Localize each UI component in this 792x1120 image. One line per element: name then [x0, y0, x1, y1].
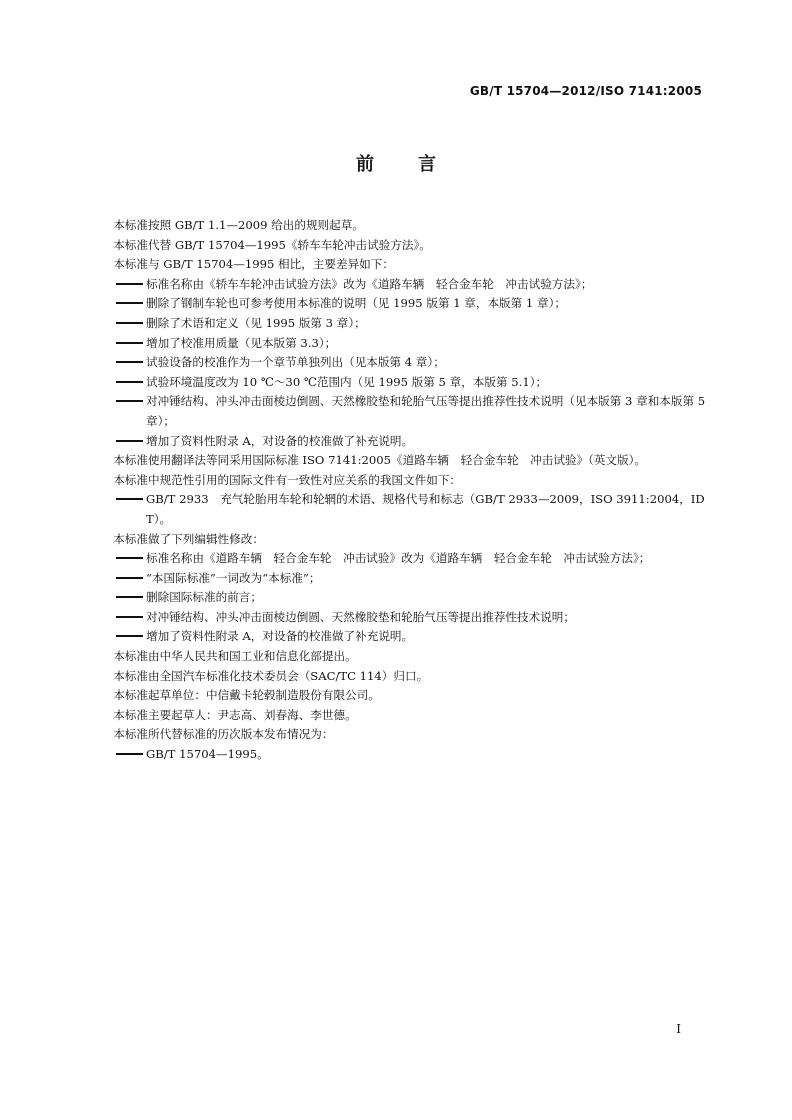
dash-mark	[116, 400, 143, 402]
dash-item-text: 删除国际标准的前言；	[146, 590, 262, 605]
dash-item	[90, 373, 706, 393]
dash-mark	[116, 753, 143, 755]
paragraph: 本标准代替 GB/T 15704—1995《轿车车轮冲击试验方法》。	[113, 237, 431, 252]
dash-mark	[116, 381, 143, 383]
paragraph: 本标准由中华人民共和国工业和信息化部提出。	[113, 649, 357, 664]
dash-mark	[116, 322, 143, 324]
paragraph: 本标准使用翻译法等同采用国际标准 ISO 7141:2005《道路车辆 轻合金车轮 冲击试验》（英文版）。	[113, 453, 647, 468]
dash-item	[90, 490, 706, 529]
paragraph: 本标准主要起草人：尹志高、刘春海、李世德。	[113, 707, 357, 722]
paragraph: 本标准按照 GB/T 1.1—2009 给出的规则起草。	[113, 218, 364, 232]
dash-mark	[116, 635, 143, 637]
dash-item	[90, 353, 706, 373]
dash-item	[90, 392, 706, 431]
standard-code-header: GB/T 15704—2012/ISO 7141:2005	[469, 84, 702, 98]
dash-mark	[116, 361, 143, 363]
dash-item-text: 增加了资料性附录 A，对设备的校准做了补充说明。	[146, 433, 414, 448]
dash-item-text: 对冲锤结构、冲头冲击面棱边倒圆、天然橡胶垫和轮胎气压等提出推荐性技术说明（见本版第 3 章和本版第 5 章）；	[146, 394, 706, 428]
dash-mark	[116, 557, 143, 559]
paragraph: 本标准所代替标准的历次版本发布情况为：	[113, 727, 334, 742]
dash-item-text: GB/T 2933 充气轮胎用车轮和轮辋的术语、规格代号和标志（GB/T 2933—2009，ISO 3911:2004，IDT）。	[146, 492, 705, 526]
dash-item	[90, 275, 706, 295]
dash-item-text: 删除了术语和定义（见 1995 版第 3 章）；	[146, 315, 366, 330]
foreword-body	[90, 216, 706, 765]
dash-mark	[116, 342, 143, 344]
dash-item-text: 标准名称由《道路车辆 轻合金车轮 冲击试验》改为《道路车辆 轻合金车轮 冲击试验方法》；	[146, 551, 651, 566]
dash-item	[90, 588, 706, 608]
page-number: I	[676, 1022, 681, 1036]
dash-item	[90, 745, 706, 765]
dash-mark	[116, 498, 143, 500]
dash-item-text: 试验设备的校准作为一个章节单独列出（见本版第 4 章）；	[146, 355, 445, 370]
dash-item	[90, 569, 706, 589]
dash-mark	[116, 577, 143, 579]
dash-item-text: 对冲锤结构、冲头冲击面棱边倒圆、天然橡胶垫和轮胎气压等提出推荐性技术说明；	[146, 609, 575, 624]
dash-item-text: 试验环境温度改为 10 ℃～30 ℃范围内（见 1995 版第 5 章，本版第 5.1）；	[146, 374, 548, 389]
dash-mark	[116, 302, 143, 304]
dash-item	[90, 432, 706, 452]
dash-item	[90, 627, 706, 647]
dash-mark	[116, 440, 143, 442]
dash-item	[90, 549, 706, 569]
dash-item-text: 删除了钢制车轮也可参考使用本标准的说明（见 1995 版第 1 章，本版第 1 章）；	[146, 296, 566, 311]
paragraph: 本标准由全国汽车标准化技术委员会（SAC/TC 114）归口。	[113, 668, 429, 683]
paragraph: 本标准中规范性引用的国际文件有一致性对应关系的我国文件如下：	[113, 472, 462, 487]
dash-item-text: 增加了校准用质量（见本版第 3.3）；	[146, 335, 337, 350]
page-title: 前言	[356, 154, 480, 175]
dash-mark	[116, 283, 143, 285]
dash-mark	[116, 616, 143, 618]
dash-item-text: 标准名称由《轿车车轮冲击试验方法》改为《道路车辆 轻合金车轮 冲击试验方法》；	[146, 276, 593, 291]
dash-item	[90, 314, 706, 334]
dash-item	[90, 334, 706, 354]
dash-item-text: 增加了资料性附录 A，对设备的校准做了补充说明。	[146, 629, 414, 644]
dash-item	[90, 608, 706, 628]
paragraph: 本标准做了下列编辑性修改：	[113, 531, 264, 546]
paragraph: 本标准起草单位：中信戴卡轮毂制造股份有限公司。	[113, 688, 380, 703]
dash-mark	[116, 596, 143, 598]
dash-item-text: “本国际标准”一词改为“本标准”；	[146, 570, 321, 585]
dash-item-text: GB/T 15704—1995。	[146, 747, 269, 762]
dash-item	[90, 294, 706, 314]
paragraph: 本标准与 GB/T 15704—1995 相比，主要差异如下：	[113, 257, 394, 272]
